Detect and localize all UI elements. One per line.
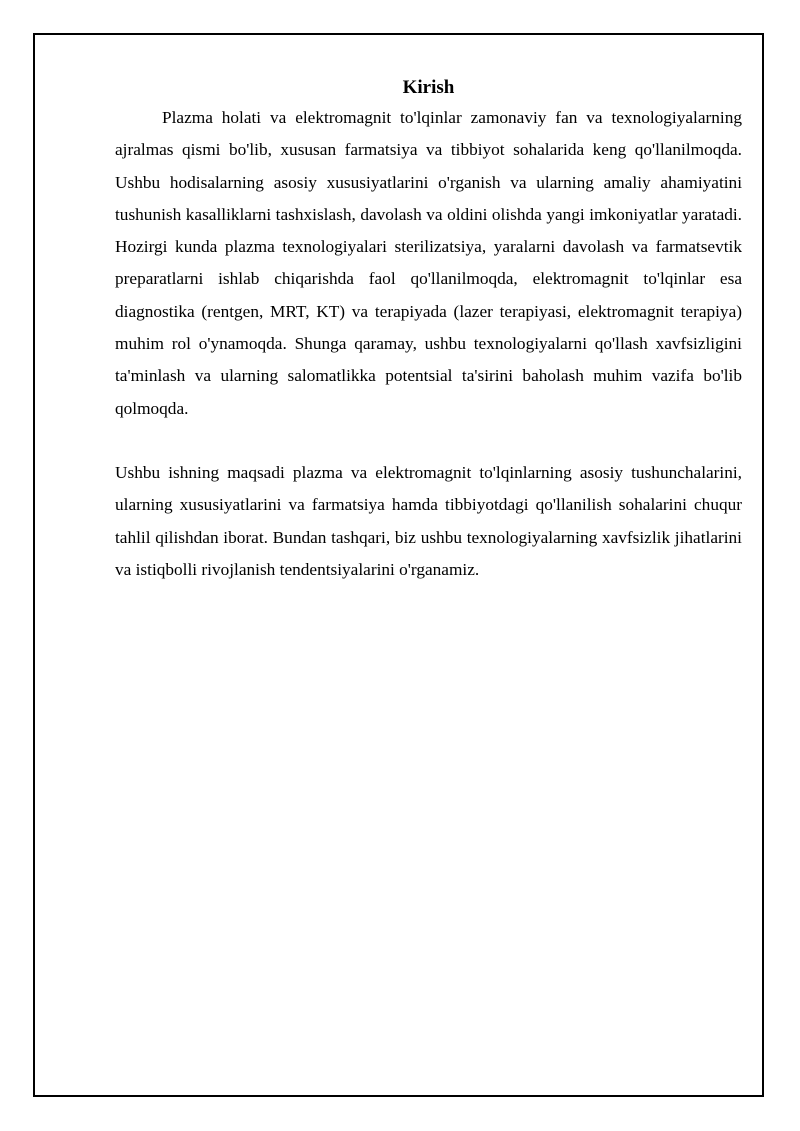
purpose-paragraph: Ushbu ishning maqsadi plazma va elektromagnit to'lqinlarning asosiy tushunchalarini, ularning xususiyatlarini va farmatsiya hamda tibbiyotdagi qo'llanilish sohalarini chuqur tahlil qilishdan iborat. Bundan tashqari, biz ushbu texnologiyalarning xavfsizlik jihatlarini va istiqbolli rivojlanish tendentsiyalarini o'rganamiz. <box>115 462 742 579</box>
section-heading: Kirish <box>402 77 455 98</box>
paragraph-gap <box>115 425 742 457</box>
intro-paragraph: Plazma holati va elektromagnit to'lqinlar zamonaviy fan va texnologiyalarning ajralmas qismi bo'lib, xususan farmatsiya va tibbiyot sohalarida keng qo'llanilmoqda. Ushbu hodisalarning asosiy xususiyatlarini o'rganish va ularning amaliy ahamiyatini tushunish kasalliklarni tashxislash, davolash va oldini olishda yangi imkoniyatlar yaratadi. Hozirgi kunda plazma texnologiyalari sterilizatsiya, yaralarni davolash va farmatsevtik preparatlarni ishlab chiqarishda faol qo'llanilmoqda, elektromagnit to'lqinlar esa diagnostika (rentgen, MRT, KT) va terapiyada (lazer terapiyasi, elektromagnit terapiya) muhim rol o'ynamoqda. Shunga qaramay, ushbu texnologiyalarni qo'llash xavfsizligini ta'minlash va ularning salomatlikka potentsial ta'sirini baholash muhim vazifa bo'lib qolmoqda. <box>115 108 742 418</box>
document-body <box>115 74 742 586</box>
